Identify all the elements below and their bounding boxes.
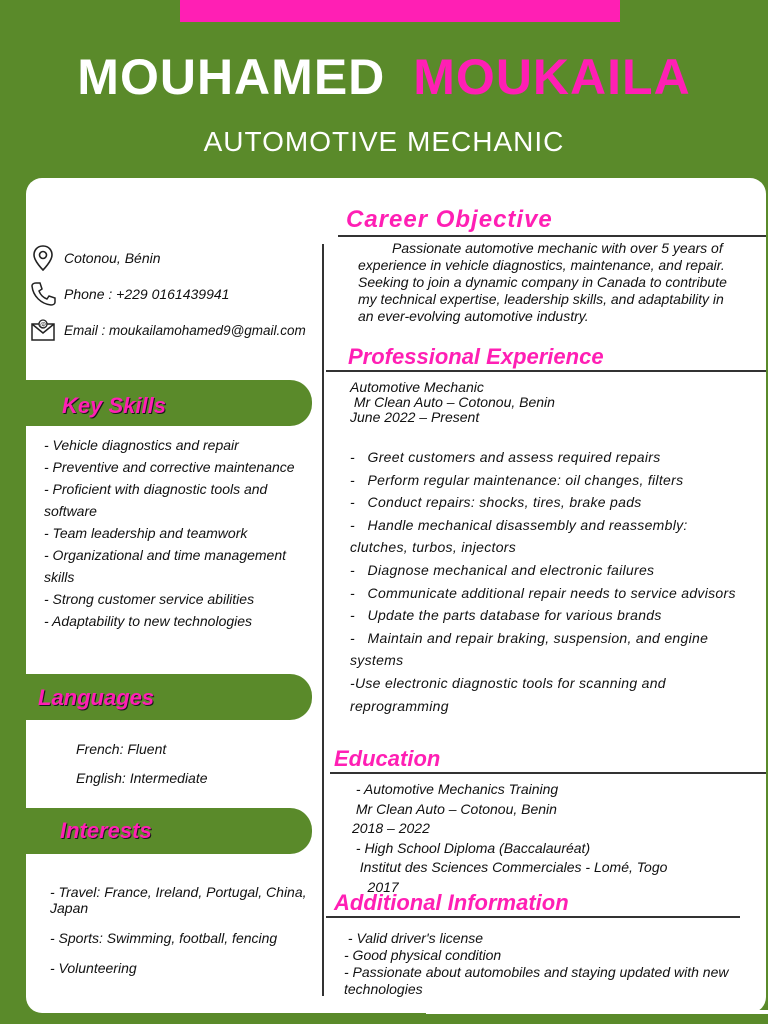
additional-info-title: Additional Information xyxy=(334,890,569,915)
list-item: - Proficient with diagnostic tools and software xyxy=(44,481,268,519)
list-item: - Organizational and time management skills xyxy=(44,547,287,585)
interests-title: Interests xyxy=(60,818,152,843)
list-item: - Maintain and repair braking, suspension, and engine systems xyxy=(350,629,713,669)
experience-role: Automotive Mechanic xyxy=(350,379,484,395)
list-item: - Good physical condition xyxy=(344,947,502,963)
interests-list xyxy=(50,884,312,990)
education-line: 2017 xyxy=(352,878,399,895)
list-item: - Conduct repairs: shocks, tires, brake pads xyxy=(350,494,642,511)
experience-company: Mr Clean Auto – Cotonou, Benin xyxy=(350,394,555,410)
list-item: - Diagnose mechanical and electronic failures xyxy=(350,561,655,578)
experience-dates: June 2022 – Present xyxy=(350,409,480,425)
email-text[interactable]: Email : moukailamohamed9@gmail.com xyxy=(64,322,306,338)
language-item: French: Fluent xyxy=(76,741,167,757)
additional-info-list xyxy=(344,930,748,998)
contact-location xyxy=(30,244,161,272)
svg-text:@: @ xyxy=(40,321,46,329)
bottom-accent-bar xyxy=(426,1010,768,1014)
list-item: - Perform regular maintenance: oil changes, filters xyxy=(350,471,684,488)
contact-phone xyxy=(30,280,229,308)
language-item: English: Intermediate xyxy=(76,770,208,786)
education-line: 2018 – 2022 xyxy=(352,820,430,836)
top-accent-bar xyxy=(180,0,620,22)
key-skills-list xyxy=(44,434,306,632)
list-item: - Passionate about automobiles and staying updated with new technologies xyxy=(344,964,729,997)
contact-email[interactable] xyxy=(30,316,306,344)
phone-text: Phone : +229 0161439941 xyxy=(64,286,230,302)
list-item: - Travel: France, Ireland, Portugal, China, Japan xyxy=(50,884,307,916)
phone-icon xyxy=(30,280,56,308)
career-objective-text: Passionate automotive mechanic with over 5 years of experience in vehicle diagnostics, maintenance, and repair. Seeking to join a dynamic company in Canada to contribute my technical expertise, leadership skills, and adaptability in an ever-evolving automotive industry. xyxy=(358,240,727,324)
experience-title: Professional Experience xyxy=(348,344,604,369)
list-item: -Use electronic diagnostic tools for scanning and reprogramming xyxy=(350,674,671,714)
education-line: Institut des Sciences Commerciales - Lomé, Togo xyxy=(352,859,668,875)
education-title: Education xyxy=(334,746,441,771)
list-item: - Preventive and corrective maintenance xyxy=(44,459,295,475)
languages-title: Languages xyxy=(38,685,155,710)
education-line: - Automotive Mechanics Training xyxy=(352,781,559,797)
location-pin-icon xyxy=(30,244,56,272)
list-item: - Sports: Swimming, football, fencing xyxy=(50,930,278,946)
email-icon xyxy=(30,316,56,344)
candidate-name xyxy=(0,48,768,106)
list-item: - Adaptability to new technologies xyxy=(44,613,253,629)
first-name: MOUHAMED xyxy=(77,49,386,105)
job-title: AUTOMOTIVE MECHANIC xyxy=(203,126,565,157)
list-item: - Strong customer service abilities xyxy=(44,591,255,607)
education-line: Mr Clean Auto – Cotonou, Benin xyxy=(352,800,557,817)
experience-list xyxy=(350,446,742,717)
education-list xyxy=(352,780,667,897)
list-item: - Valid driver's license xyxy=(344,930,484,946)
section-rule xyxy=(330,772,766,774)
section-rule xyxy=(326,370,766,372)
list-item: - Volunteering xyxy=(50,960,137,976)
list-item: - Vehicle diagnostics and repair xyxy=(44,437,239,453)
education-line: - High School Diploma (Baccalauréat) xyxy=(352,839,591,856)
list-item: - Update the parts database for various brands xyxy=(350,607,662,624)
section-rule xyxy=(338,235,766,237)
section-rule xyxy=(326,916,740,918)
location-text: Cotonou, Bénin xyxy=(64,250,161,266)
list-item: - Team leadership and teamwork xyxy=(44,525,248,541)
column-divider xyxy=(322,244,324,996)
career-objective-title: Career Objective xyxy=(346,206,553,233)
list-item: - Handle mechanical disassembly and reassembly: clutches, turbos, injectors xyxy=(350,516,692,556)
list-item: - Communicate additional repair needs to service advisors xyxy=(350,584,736,601)
experience-header xyxy=(350,380,555,425)
list-item: - Greet customers and assess required repairs xyxy=(350,449,661,465)
last-name: MOUKAILA xyxy=(413,49,691,105)
key-skills-title: Key Skills xyxy=(62,393,166,418)
